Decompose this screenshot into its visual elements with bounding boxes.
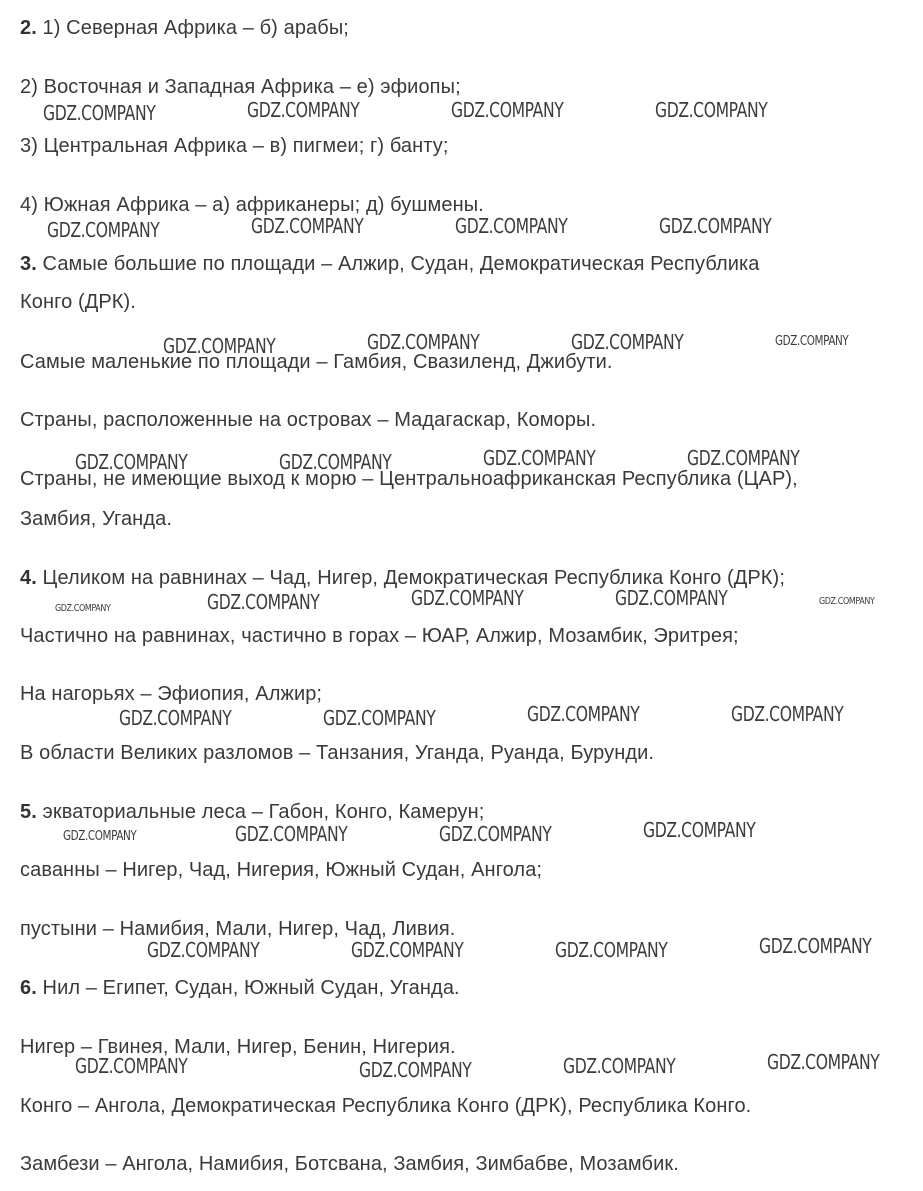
answer-2-line-2: 2) Восточная и Западная Африка – е) эфиопы; xyxy=(20,76,461,98)
watermark: GDZ.COMPANY xyxy=(483,446,596,470)
watermark: GDZ.COMPANY xyxy=(75,1054,188,1078)
answer-4-number: 4. xyxy=(20,567,37,589)
watermark: GDZ.COMPANY xyxy=(163,334,276,358)
watermark: GDZ.COMPANY xyxy=(527,702,640,726)
answer-6-line-3: Конго – Ангола, Демократическая Республика Конго (ДРК), Республика Конго. xyxy=(20,1095,752,1117)
watermark: GDZ.COMPANY xyxy=(455,214,568,238)
watermark: GDZ.COMPANY xyxy=(819,596,875,607)
watermark: GDZ.COMPANY xyxy=(643,818,756,842)
watermark: GDZ.COMPANY xyxy=(207,590,320,614)
watermark: GDZ.COMPANY xyxy=(687,446,800,470)
watermark: GDZ.COMPANY xyxy=(251,214,364,238)
watermark: GDZ.COMPANY xyxy=(655,98,768,122)
watermark: GDZ.COMPANY xyxy=(63,829,137,844)
answer-3-line-6: Замбия, Уганда. xyxy=(20,508,172,530)
watermark: GDZ.COMPANY xyxy=(451,98,564,122)
watermark: GDZ.COMPANY xyxy=(47,218,160,242)
watermark: GDZ.COMPANY xyxy=(351,938,464,962)
answer-3-line-2: Конго (ДРК). xyxy=(20,291,136,313)
watermark: GDZ.COMPANY xyxy=(119,706,232,730)
watermark: GDZ.COMPANY xyxy=(55,603,111,614)
answer-2-text-1: 1) Северная Африка – б) арабы; xyxy=(36,17,349,39)
watermark: GDZ.COMPANY xyxy=(411,586,524,610)
watermark: GDZ.COMPANY xyxy=(235,822,348,846)
answer-2-line-3: 3) Центральная Африка – в) пигмеи; г) банту; xyxy=(20,135,449,157)
answer-3-line-4: Страны, расположенные на островах – Мадагаскар, Коморы. xyxy=(20,409,597,431)
answer-2-line-1 xyxy=(20,16,349,40)
watermark: GDZ.COMPANY xyxy=(555,938,668,962)
watermark: GDZ.COMPANY xyxy=(759,934,872,958)
watermark: GDZ.COMPANY xyxy=(439,822,552,846)
answer-6-number: 6. xyxy=(20,977,37,999)
answer-2-number: 2. xyxy=(20,17,37,39)
answer-3-number: 3. xyxy=(20,253,37,275)
answer-6-text-1: Нил – Египет, Судан, Южный Судан, Уганда. xyxy=(36,977,460,999)
answer-6-line-2: Нигер – Гвинея, Мали, Нигер, Бенин, Нигерия. xyxy=(20,1036,456,1058)
watermark: GDZ.COMPANY xyxy=(731,702,844,726)
answer-3-line-5: Страны, не имеющие выход к морю – Центральноафриканская Республика (ЦАР), xyxy=(20,468,798,490)
watermark: GDZ.COMPANY xyxy=(323,706,436,730)
watermark: GDZ.COMPANY xyxy=(659,214,772,238)
answer-3-text-1: Самые большие по площади – Алжир, Судан, Демократическая Республика xyxy=(36,253,760,275)
watermark: GDZ.COMPANY xyxy=(615,586,728,610)
answer-5-text-1: экваториальные леса – Габон, Конго, Камерун; xyxy=(36,801,485,823)
answer-3-line-1 xyxy=(20,252,760,276)
watermark: GDZ.COMPANY xyxy=(247,98,360,122)
answer-5-line-2: саванны – Нигер, Чад, Нигерия, Южный Судан, Ангола; xyxy=(20,859,543,881)
answer-4-line-4: В области Великих разломов – Танзания, Уганда, Руанда, Бурунди. xyxy=(20,742,655,764)
answer-5-line-1 xyxy=(20,800,484,824)
watermark: GDZ.COMPANY xyxy=(359,1058,472,1082)
watermark: GDZ.COMPANY xyxy=(563,1054,676,1078)
answer-2-line-4: 4) Южная Африка – а) африканеры; д) бушмены. xyxy=(20,194,484,216)
answer-4-line-3: На нагорьях – Эфиопия, Алжир; xyxy=(20,683,323,705)
watermark: GDZ.COMPANY xyxy=(775,334,849,349)
answer-5-number: 5. xyxy=(20,801,37,823)
answer-6-line-1 xyxy=(20,976,460,1000)
watermark: GDZ.COMPANY xyxy=(279,450,392,474)
answer-4-line-2: Частично на равнинах, частично в горах – ЮАР, Алжир, Мозамбик, Эритрея; xyxy=(20,625,739,647)
watermark: GDZ.COMPANY xyxy=(75,450,188,474)
answer-4-text-1: Целиком на равнинах – Чад, Нигер, Демократическая Республика Конго (ДРК); xyxy=(36,567,785,589)
watermark: GDZ.COMPANY xyxy=(767,1050,880,1074)
answer-5-line-3: пустыни – Намибия, Мали, Нигер, Чад, Ливия. xyxy=(20,918,456,940)
watermark: GDZ.COMPANY xyxy=(367,330,480,354)
watermark: GDZ.COMPANY xyxy=(147,938,260,962)
answer-3-line-3: Самые маленькие по площади – Гамбия, Свазиленд, Джибути. xyxy=(20,351,613,373)
watermark: GDZ.COMPANY xyxy=(571,330,684,354)
watermark: GDZ.COMPANY xyxy=(43,101,156,125)
answer-6-line-4: Замбези – Ангола, Намибия, Ботсвана, Замбия, Зимбабве, Мозамбик. xyxy=(20,1153,679,1175)
